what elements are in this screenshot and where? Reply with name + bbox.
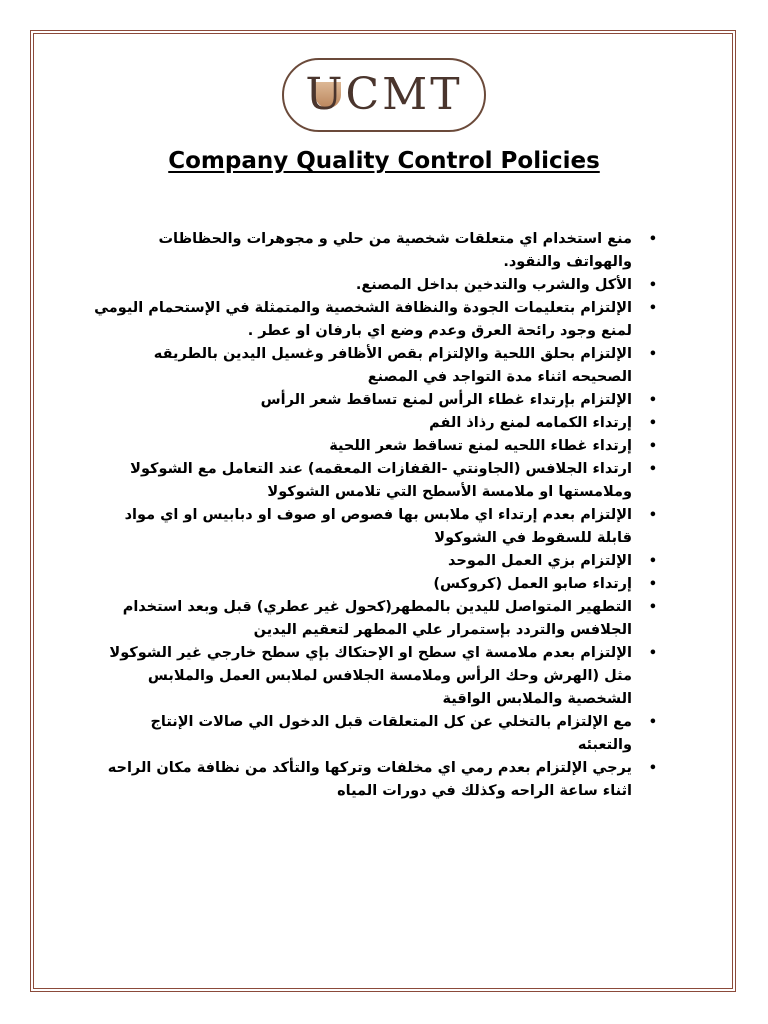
policy-item bbox=[92, 435, 660, 458]
bullet-icon: • bbox=[648, 761, 657, 776]
policy-item bbox=[92, 711, 660, 757]
bullet-icon: • bbox=[648, 439, 657, 454]
policy-item bbox=[92, 389, 660, 412]
policy-text: الأكل والشرب والتدخين بداخل المصنع. bbox=[355, 277, 632, 293]
policy-item bbox=[92, 412, 660, 435]
policy-item bbox=[92, 550, 660, 573]
company-logo bbox=[282, 58, 486, 132]
policy-text: الإلتزام بزي العمل الموحد bbox=[448, 553, 632, 569]
policy-text: الإلتزام بعدم إرتداء اي ملابس بها فصوص او صوف او دبابيس او اي مواد قابلة للسقوط في الشوكولا bbox=[124, 507, 632, 546]
bullet-icon: • bbox=[648, 508, 657, 523]
bullet-icon: • bbox=[648, 577, 657, 592]
policy-text: منع استخدام اي متعلقات شخصية من حلي و مجوهرات والحظاظات والهواتف والنقود. bbox=[158, 231, 632, 270]
policy-item bbox=[92, 458, 660, 504]
bullet-icon: • bbox=[648, 554, 657, 569]
bullet-icon: • bbox=[648, 600, 657, 615]
bullet-icon: • bbox=[648, 278, 657, 293]
policy-text: مع الإلتزام بالتخلي عن كل المتعلقات قبل الدخول الي صالات الإنتاج والتعبئه bbox=[150, 714, 632, 753]
policy-item bbox=[92, 642, 660, 711]
bullet-icon: • bbox=[648, 462, 657, 477]
policy-text: الإلتزام بحلق اللحية والإلتزام بقص الأظافر وغسيل اليدين بالطريقه الصحيحه اثناء مدة التواجد في المصنع bbox=[153, 346, 632, 385]
bullet-icon: • bbox=[648, 347, 657, 362]
bullet-icon: • bbox=[648, 416, 657, 431]
policy-text: إرتداء الكمامه لمنع رذاذ الفم bbox=[429, 415, 632, 431]
policy-item bbox=[92, 573, 660, 596]
bullet-icon: • bbox=[648, 232, 657, 247]
bullet-icon: • bbox=[648, 301, 657, 316]
policy-item bbox=[92, 596, 660, 642]
logo-text: UCMT bbox=[305, 69, 463, 120]
policy-item bbox=[92, 297, 660, 343]
policy-item bbox=[92, 757, 660, 803]
bullet-icon: • bbox=[648, 393, 657, 408]
policy-text: الإلتزام بتعليمات الجودة والنظافة الشخصية والمتمثلة في الإستحمام اليومي لمنع وجود رائحة العرق وعدم وضع اي بارفان او عطر . bbox=[94, 300, 632, 339]
policy-item bbox=[92, 504, 660, 550]
policy-text: يرجي الإلتزام بعدم رمي اي مخلفات وتركها والتأكد من نظافة مكان الراحه اثناء ساعة الراحه وكذلك في دورات المياه bbox=[107, 760, 632, 799]
policy-list bbox=[92, 228, 660, 803]
bullet-icon: • bbox=[648, 646, 657, 661]
policy-text: الإلتزام بإرتداء غطاء الرأس لمنع تساقط شعر الرأس bbox=[260, 392, 632, 408]
policy-item bbox=[92, 228, 660, 274]
policy-text: إرتداء غطاء اللحيه لمنع تساقط شعر اللحية bbox=[329, 438, 632, 454]
policy-text: التطهير المتواصل لليدين بالمطهر(كحول غير عطري) قبل وبعد استخدام الجلافس والتردد بإستمرار علي المطهر لتعقيم اليدين bbox=[122, 599, 632, 638]
policy-text: إرتداء صابو العمل (كروكس) bbox=[433, 576, 632, 592]
page-title: Company Quality Control Policies bbox=[168, 148, 600, 174]
policy-item bbox=[92, 274, 660, 297]
policy-item bbox=[92, 343, 660, 389]
policy-text: ارتداء الجلافس (الجاونتي -القفازات المعقمه) عند التعامل مع الشوكولا وملامستها او ملامسة الأسطح التي تلامس الشوكولا bbox=[130, 461, 632, 500]
bullet-icon: • bbox=[648, 715, 657, 730]
policy-text: الإلتزام بعدم ملامسة اي سطح او الإحتكاك بإي سطح خارجي غير الشوكولا مثل (الهرش وحك الرأس وملامسة الجلافس لملابس العمل والملابس الشخصية والملابس الواقية bbox=[109, 645, 632, 707]
